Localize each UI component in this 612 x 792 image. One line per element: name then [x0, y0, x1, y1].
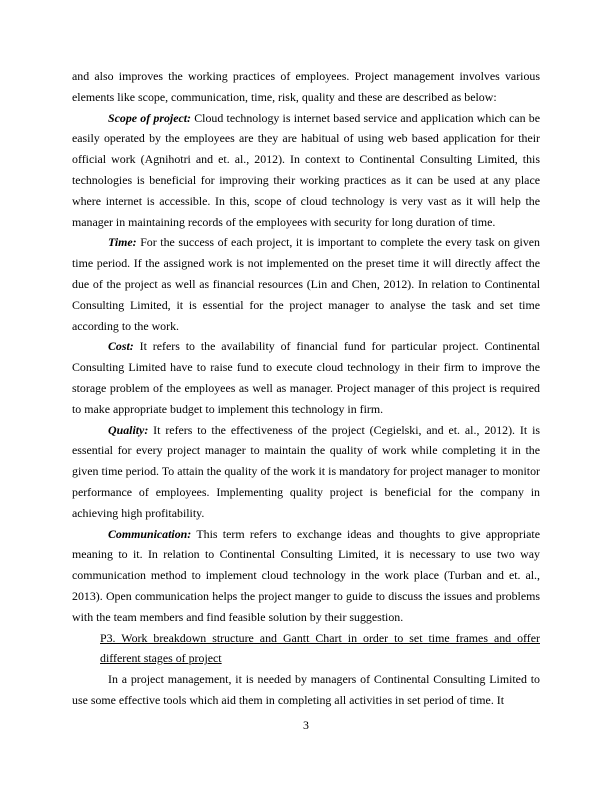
- communication-text: This term refers to exchange ideas and thoughts to give appropriate meaning to it. In relation to Continental Consulting Limited, it is necessary to use two way communication method to implement cloud technology in the work place (Turban and et. al., 2013). Open communication helps the project manger to guide to discuss the issues and problems with the team members and find feasible solution by their suggestion.: [72, 526, 540, 624]
- scope-term: Scope of project:: [108, 110, 192, 125]
- page-body: [72, 66, 540, 711]
- closing-paragraph: In a project management, it is needed by managers of Continental Consulting Limited to use some effective tools which aid them in completing all activities in set period of time. It: [72, 672, 540, 707]
- quality-paragraph: [72, 420, 540, 524]
- intro-paragraph: and also improves the working practices of employees. Project management involves various elements like scope, communication, time, risk, quality and these are described as below:: [72, 69, 540, 104]
- cost-term: Cost:: [108, 339, 134, 354]
- page-number: 3: [303, 718, 309, 732]
- section-heading: P3. Work breakdown structure and Gantt Chart in order to set time frames and offer different stages of project: [100, 630, 540, 666]
- communication-paragraph: [72, 524, 540, 628]
- scope-text: Cloud technology is internet based service and application which can be easily operated by the employees are they are habitual of using web based application for their official work (Agnihotri and et. al., 2012). In context to Continental Consulting Limited, this technologies is beneficial for improving their working practices as it can be used at any place where internet is accessible. In this, scope of cloud technology is very vast as it will help the manager in maintaining records of the employees with security for long duration of time.: [72, 110, 540, 229]
- time-paragraph: [72, 232, 540, 336]
- cost-paragraph: [72, 336, 540, 419]
- quality-term: Quality:: [108, 422, 149, 437]
- time-text: For the success of each project, it is important to complete the every task on given time period. If the assigned work is not implemented on the preset time it will directly affect the due of the project as well as financial resources (Lin and Chen, 2012). In relation to Continental Consulting Limited, it is essential for the project manager to analyse the task and set time according to the work.: [72, 235, 540, 333]
- time-term: Time:: [108, 235, 137, 250]
- cost-text: It refers to the availability of financial fund for particular project. Continental Consulting Limited have to raise fund to execute cloud technology in their firm to improve the storage problem of the employees as well as manager. Project manager of this project is required to make appropriate budget to implement this technology in firm.: [72, 339, 540, 416]
- quality-text: It refers to the effectiveness of the project (Cegielski, and et. al., 2012). It is essential for every project manager to maintain the quality of work while completing it in the given time period. To attain the quality of the work it is mandatory for project manager to monitor performance of employees. Implementing quality project is beneficial for the company in achieving high profitability.: [72, 422, 540, 520]
- scope-paragraph: [72, 108, 540, 233]
- communication-term: Communication:: [108, 526, 192, 541]
